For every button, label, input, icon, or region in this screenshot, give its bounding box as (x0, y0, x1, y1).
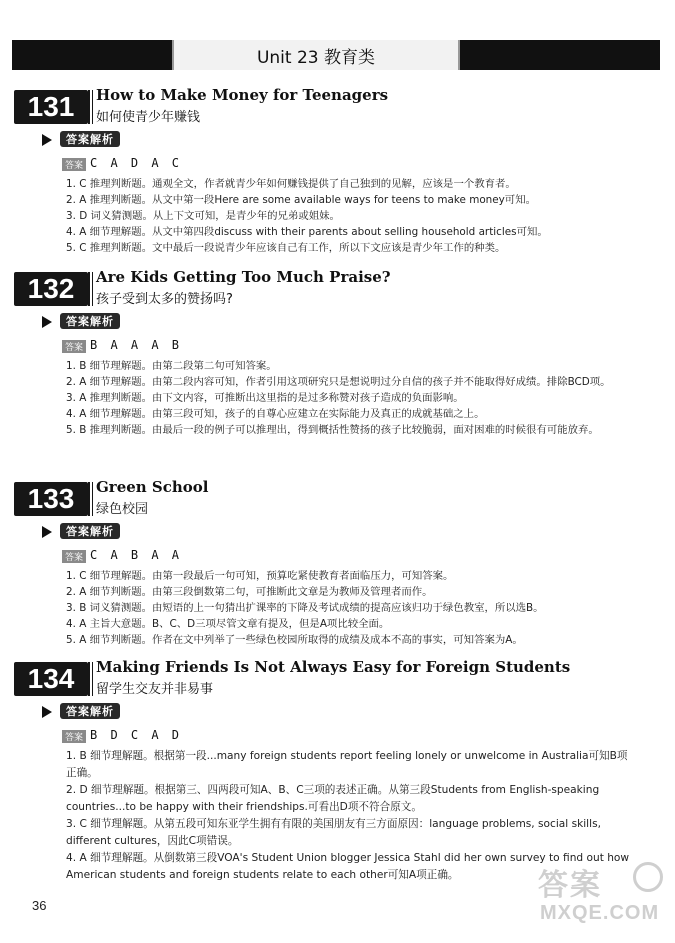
explanation-item: 4. A 细节理解题。由第三段可知，孩子的自尊心应建立在实际能力及真正的成就基础之上。 (66, 408, 485, 420)
watermark-bottom-text: MXQE.COM (540, 902, 660, 924)
answer-key: C A D A C (90, 156, 183, 170)
title-en: Are Kids Getting Too Much Praise? (96, 268, 391, 286)
title-en: Making Friends Is Not Always Easy for Foreign Students (96, 658, 571, 676)
explanation-item: 3. C 细节理解题。从第五段可知东亚学生拥有有限的美国朋友有三方面原因：language problems, social skills, different cultures，因此C项错误。 (66, 818, 601, 847)
answer-key: C A B A A (90, 548, 183, 562)
explanation-item: 2. A 细节判断题。由第三段倒数第二句，可推断此文章是为教师及管理者而作。 (66, 586, 433, 598)
explanation-item: 4. A 细节理解题。从倒数第三段VOA's Student Union blogger Jessica Stahl did her own survey to find out how American students and foreign students relate to each other可知A项正确。 (66, 852, 630, 881)
key-tag: 答案 (62, 340, 86, 353)
answer-label: 答案解析 (60, 131, 120, 147)
section-number: 131 (14, 90, 88, 124)
title-cn: 孩子受到太多的赞扬吗? (96, 292, 233, 307)
explanation-item: 5. C 推理判断题。文中最后一段说青少年应该自己有工作，所以下文应该是青少年工作的种类。 (66, 242, 506, 254)
section-131 (14, 84, 654, 256)
explanation-item: 3. B 词义猜测题。由短语的上一句猜出扩课率的下降及考试成绩的提高应该归功于绿色教室，所以选B。 (66, 602, 544, 614)
title-cn: 留学生交友并非易事 (96, 682, 214, 697)
explanation-item: 1. B 细节理解题。根据第一段...many foreign students report feeling lonely or unwelcome in Australia可知B项正确。 (66, 750, 628, 779)
explanation-item: 2. A 细节理解题。由第二段内容可知，作者引用这项研究只是想说明过分自信的孩子并不能取得好成绩。排除BCD项。 (66, 376, 611, 388)
title-en: How to Make Money for Teenagers (96, 86, 389, 104)
explanation-list (66, 176, 636, 256)
explanation-item: 4. A 主旨大意题。B、C、D三项尽管文章有提及，但是A项比较全面。 (66, 618, 390, 630)
explanation-item: 1. B 细节理解题。由第二段第二句可知答案。 (66, 360, 277, 372)
key-tag: 答案 (62, 158, 86, 171)
answer-label: 答案解析 (60, 703, 120, 719)
answer-label: 答案解析 (60, 313, 120, 329)
section-number: 134 (14, 662, 88, 696)
explanation-item: 3. A 推理判断题。由下文内容，可推断出这里指的是过多称赞对孩子造成的负面影响。 (66, 392, 464, 404)
explanation-item: 5. A 细节判断题。作者在文中列举了一些绿色校园所取得的成绩及成本不高的事实，可知答案为A。 (66, 634, 523, 646)
section-number: 133 (14, 482, 88, 516)
explanation-item: 2. D 细节理解题。根据第三、四两段可知A、B、C三项的表述正确。从第三段Students from English-speaking countries...to be happy with their friendships.可看出D项不符合原文。 (66, 784, 600, 813)
answer-key: B A A A B (90, 338, 183, 352)
explanation-item: 4. A 细节理解题。从文中第四段discuss with their parents about selling household articles可知。 (66, 226, 548, 238)
section-number: 132 (14, 272, 88, 306)
explanation-item: 1. C 细节理解题。由第一段最后一句可知，预算吃紧使教育者面临压力，可知答案。 (66, 570, 454, 582)
explanation-item: 3. D 词义猜测题。从上下文可知，是青少年的兄弟或姐妹。 (66, 210, 340, 222)
title-cn: 绿色校园 (96, 502, 149, 517)
section-132 (14, 266, 654, 438)
explanation-item: 2. A 推理判断题。从文中第一段Here are some available ways for teens to make money可知。 (66, 194, 536, 206)
explanation-item: 1. C 推理判断题。通观全文，作者就青少年如何赚钱提供了自己独到的见解，应该是一个教育者。 (66, 178, 516, 190)
watermark-top-text: 答案 (538, 868, 602, 903)
key-tag: 答案 (62, 550, 86, 563)
answer-label: 答案解析 (60, 523, 120, 539)
title-en: Green School (96, 478, 209, 496)
section-133 (14, 476, 654, 648)
explanation-item: 5. B 推理判断题。由最后一段的例子可以推理出，得到概括性赞扬的孩子比较脆弱，面对困难的时候很有可能放弃。 (66, 424, 599, 436)
triangle-marker-icon (42, 134, 52, 146)
title-cn: 如何使青少年赚钱 (96, 110, 201, 125)
watermark-logo (538, 860, 668, 930)
watermark-circle-icon (633, 862, 663, 892)
explanation-list (66, 358, 636, 438)
triangle-marker-icon (42, 706, 52, 718)
unit-title: Unit 23 教育类 (172, 40, 460, 70)
key-tag: 答案 (62, 730, 86, 743)
explanation-list (66, 568, 636, 648)
triangle-marker-icon (42, 316, 52, 328)
triangle-marker-icon (42, 526, 52, 538)
page-number: 36 (32, 898, 47, 913)
answer-key: B D C A D (90, 728, 183, 742)
section-134 (14, 656, 654, 884)
